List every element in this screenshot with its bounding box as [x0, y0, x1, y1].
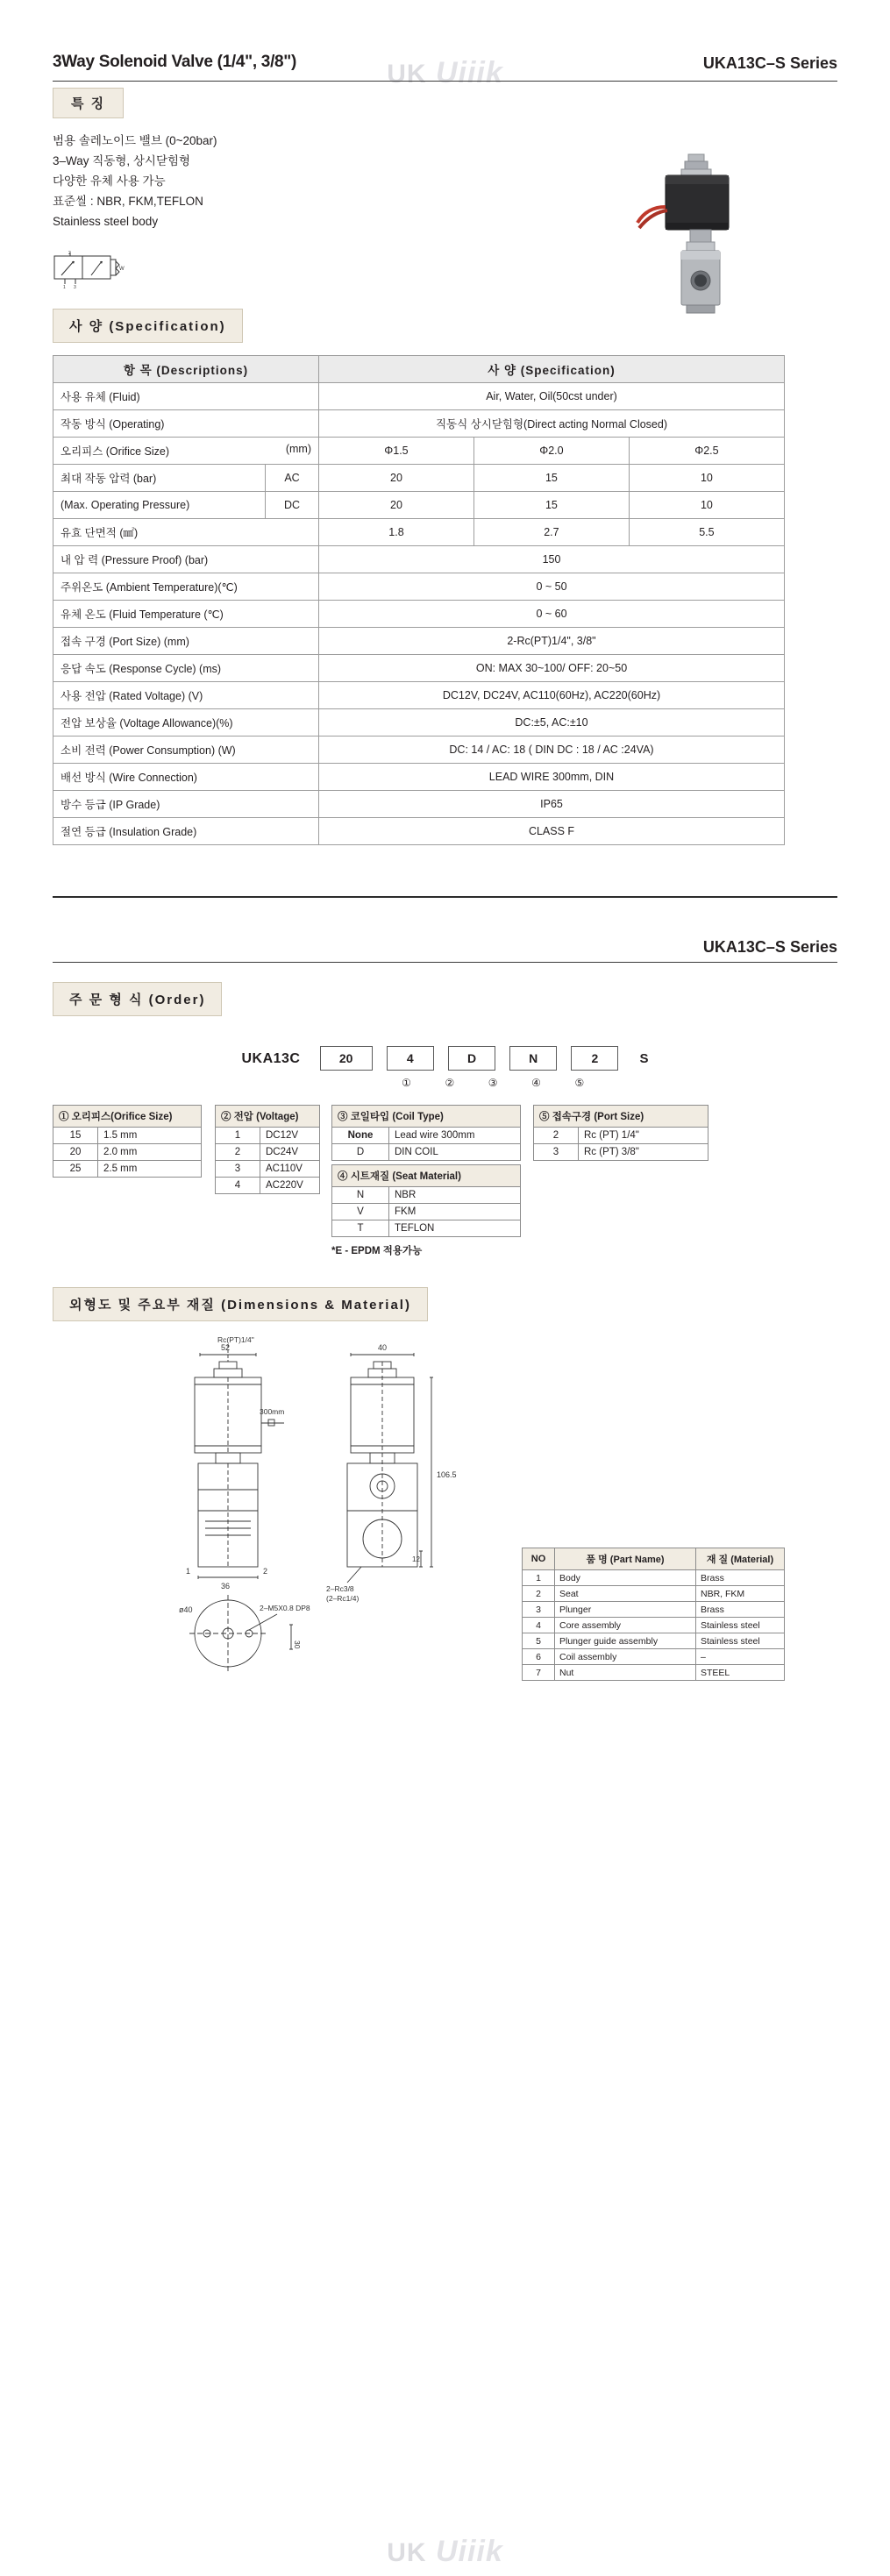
table-row — [53, 383, 785, 410]
table-row — [534, 1128, 708, 1144]
port-table — [533, 1105, 708, 1161]
spec-cell: 10 — [629, 465, 784, 492]
material-value: Stainless steel — [696, 1618, 785, 1633]
seat-code: T — [332, 1220, 389, 1237]
material-no: 3 — [523, 1602, 555, 1618]
spec-label — [53, 438, 319, 465]
voltage-value: AC220V — [260, 1178, 320, 1194]
orifice-code: 15 — [53, 1128, 98, 1144]
spec-cell: 20 — [319, 492, 474, 519]
material-name: Plunger guide assembly — [555, 1633, 696, 1649]
svg-text:52: 52 — [221, 1343, 231, 1352]
table-row — [332, 1106, 521, 1128]
material-name: Core assembly — [555, 1618, 696, 1633]
table-row — [332, 1128, 521, 1144]
material-value: Brass — [696, 1602, 785, 1618]
port-value: Rc (PT) 1/4" — [579, 1128, 708, 1144]
spec-label: 전압 보상율 (Voltage Allowance)(%) — [53, 709, 319, 737]
table-row — [216, 1178, 320, 1194]
table-row — [53, 737, 785, 764]
material-head-material: 재 질 (Material) — [696, 1548, 785, 1570]
table-row — [53, 573, 785, 601]
svg-text:30: 30 — [293, 1640, 302, 1649]
material-value: Brass — [696, 1570, 785, 1586]
seat-value: NBR — [389, 1187, 521, 1204]
order-circle-3: ③ — [488, 1077, 498, 1089]
voltage-code: 2 — [216, 1144, 260, 1161]
port-code: 2 — [534, 1128, 579, 1144]
orifice-value: 1.5 mm — [98, 1128, 202, 1144]
table-row — [53, 546, 785, 573]
order-box-coil[interactable]: D — [448, 1046, 495, 1071]
spec-label: 유체 온도 (Fluid Temperature (℃) — [53, 601, 319, 628]
seat-value: FKM — [389, 1204, 521, 1220]
table-row — [53, 1161, 202, 1178]
page-title-row — [53, 53, 837, 88]
spec-head-value: 사 양 (Specification) — [319, 356, 785, 383]
spec-cell: 1.8 — [319, 519, 474, 546]
spec-value: ON: MAX 30~100/ OFF: 20~50 — [319, 655, 785, 682]
spec-label: 사용 유체 (Fluid) — [53, 383, 319, 410]
table-row — [216, 1144, 320, 1161]
material-no: 4 — [523, 1618, 555, 1633]
series-label: UKA13C–S Series — [702, 54, 837, 72]
table-row — [53, 519, 785, 546]
spec-value: CLASS F — [319, 818, 785, 845]
spec-value: 2-Rc(PT)1/4", 3/8" — [319, 628, 785, 655]
section-order — [53, 938, 837, 1712]
title-divider — [53, 81, 837, 82]
svg-text:W: W — [119, 267, 125, 272]
spec-label: 사용 전압 (Rated Voltage) (V) — [53, 682, 319, 709]
svg-text:3: 3 — [74, 285, 76, 289]
feature-item: Stainless steel body — [53, 215, 159, 228]
spec-value: Air, Water, Oil(50cst under) — [319, 383, 785, 410]
dimensions-tag: 외형도 및 주요부 재질 (Dimensions & Material) — [53, 1287, 428, 1321]
watermark-top: UK Uiiik — [387, 56, 503, 89]
table-row — [53, 356, 785, 383]
material-value: – — [696, 1649, 785, 1665]
features-tag: 특 징 — [53, 88, 124, 118]
spec-cell: Φ1.5 — [319, 438, 474, 465]
spec-label: 유효 단면적 (㎟) — [53, 519, 319, 546]
section-specification — [0, 53, 890, 1712]
table-row — [53, 655, 785, 682]
table-row — [53, 601, 785, 628]
material-name: Body — [555, 1570, 696, 1586]
spec-label-text: 오리피스 (Orifice Size) — [61, 445, 170, 458]
table-row — [523, 1618, 785, 1633]
svg-text:2–Rc3/8: 2–Rc3/8 — [326, 1584, 354, 1593]
svg-text:1: 1 — [63, 285, 66, 289]
spec-value: 직동식 상시닫힘형(Direct acting Normal Closed) — [319, 410, 785, 438]
voltage-value: DC24V — [260, 1144, 320, 1161]
table-row — [523, 1586, 785, 1602]
svg-text:ø40: ø40 — [179, 1605, 193, 1614]
material-name: Coil assembly — [555, 1649, 696, 1665]
spec-value: DC:±5, AC:±10 — [319, 709, 785, 737]
port-head: ⑤ 접속구경 (Port Size) — [534, 1106, 708, 1128]
feature-item: 범용 솔레노이드 밸브 (0~20bar) — [53, 134, 217, 147]
voltage-code: 4 — [216, 1178, 260, 1194]
voltage-head: ② 전압 (Voltage) — [216, 1106, 320, 1128]
order-suffix: S — [639, 1051, 649, 1066]
orifice-table — [53, 1105, 202, 1178]
table-row — [523, 1570, 785, 1586]
table-row — [523, 1602, 785, 1618]
spec-label: 접속 구경 (Port Size) (mm) — [53, 628, 319, 655]
spec-label: 절연 등급 (Insulation Grade) — [53, 818, 319, 845]
svg-text:1: 1 — [186, 1567, 191, 1576]
spec-label: 방수 등급 (IP Grade) — [53, 791, 319, 818]
table-row — [53, 764, 785, 791]
svg-text:(2–Rc1/4): (2–Rc1/4) — [326, 1594, 360, 1603]
spec-label: 내 압 력 (Pressure Proof) (bar) — [53, 546, 319, 573]
svg-text:2–M5X0.8 DP8: 2–M5X0.8 DP8 — [260, 1604, 310, 1612]
coil-head: ③ 코일타입 (Coil Type) — [332, 1106, 521, 1128]
spec-head-desc: 항 목 (Descriptions) — [53, 356, 319, 383]
spec-label: 응답 속도 (Response Cycle) (ms) — [53, 655, 319, 682]
orifice-head: ① 오리피스(Orifice Size) — [53, 1106, 202, 1128]
spec-value: LEAD WIRE 300mm, DIN — [319, 764, 785, 791]
table-row — [53, 492, 785, 519]
voltage-code: 3 — [216, 1161, 260, 1178]
material-name: Plunger — [555, 1602, 696, 1618]
order-box-port[interactable]: 2 — [571, 1046, 618, 1071]
order-circle-4: ④ — [531, 1077, 541, 1089]
datasheet-page — [0, 53, 890, 2576]
material-value: STEEL — [696, 1665, 785, 1681]
spec-label: 소비 전력 (Power Consumption) (W) — [53, 737, 319, 764]
table-row — [53, 1128, 202, 1144]
spec-sub: DC — [266, 492, 319, 519]
spec-cell: 10 — [629, 492, 784, 519]
material-no: 2 — [523, 1586, 555, 1602]
seat-code: V — [332, 1204, 389, 1220]
order-circle-5: ⑤ — [574, 1077, 585, 1089]
spec-cell: 20 — [319, 465, 474, 492]
coil-code: None — [332, 1128, 389, 1144]
page-title: 3Way Solenoid Valve (1/4", 3/8") — [53, 53, 297, 71]
seat-note: *E - EPDM 적용가능 — [331, 1246, 423, 1256]
orifice-code: 20 — [53, 1144, 98, 1161]
table-row — [332, 1187, 521, 1204]
table-row — [534, 1106, 708, 1128]
page-separator — [53, 896, 837, 898]
order-circle-1: ① — [402, 1077, 411, 1089]
dimensions-drawing-area — [53, 1335, 837, 1712]
order-circle-row — [53, 1077, 837, 1089]
voltage-code: 1 — [216, 1128, 260, 1144]
order-tag-wrap — [53, 982, 837, 1016]
port-value: Rc (PT) 3/8" — [579, 1144, 708, 1161]
table-row — [332, 1144, 521, 1161]
orifice-value: 2.0 mm — [98, 1144, 202, 1161]
orifice-value: 2.5 mm — [98, 1161, 202, 1178]
order-box-voltage[interactable]: 4 — [387, 1046, 434, 1071]
table-row — [53, 709, 785, 737]
order-tag: 주 문 형 식 (Order) — [53, 982, 222, 1016]
svg-text:2: 2 — [68, 251, 71, 256]
table-row — [216, 1161, 320, 1178]
table-row — [53, 628, 785, 655]
table-row — [53, 1144, 202, 1161]
seat-head: ④ 시트재질 (Seat Material) — [332, 1165, 521, 1187]
order-box-orifice[interactable]: 20 — [320, 1046, 373, 1071]
order-model: UKA13C — [241, 1051, 301, 1066]
material-head-name: 품 명 (Part Name) — [555, 1548, 696, 1570]
table-row — [53, 465, 785, 492]
spec-label: 작동 방식 (Operating) — [53, 410, 319, 438]
spec-section — [53, 309, 837, 845]
svg-text:40: 40 — [378, 1343, 388, 1352]
feature-item: 표준씰 : NBR, FKM,TEFLON — [53, 195, 203, 208]
spec-value: 0 ~ 50 — [319, 573, 785, 601]
valve-symbol — [53, 251, 126, 288]
spec-value: 150 — [319, 546, 785, 573]
table-row — [216, 1128, 320, 1144]
spec-value: DC: 14 / AC: 18 ( DIN DC : 18 / AC :24VA) — [319, 737, 785, 764]
voltage-value: DC12V — [260, 1128, 320, 1144]
spec-cell: 5.5 — [629, 519, 784, 546]
spec-label: 배선 방식 (Wire Connection) — [53, 764, 319, 791]
table-row — [332, 1220, 521, 1237]
watermark-bottom: UK Uiiik — [387, 2535, 503, 2568]
svg-text:36: 36 — [221, 1582, 231, 1590]
coil-value: DIN COIL — [389, 1144, 521, 1161]
product-photo — [636, 149, 758, 311]
orifice-code: 25 — [53, 1161, 98, 1178]
voltage-table — [215, 1105, 320, 1194]
feature-item: 다양한 유체 사용 가능 — [53, 174, 166, 188]
order-options — [53, 1105, 837, 1264]
material-name: Nut — [555, 1665, 696, 1681]
table-row — [53, 682, 785, 709]
table-row — [332, 1204, 521, 1220]
order-circle-2: ② — [445, 1077, 455, 1089]
spec-table — [53, 355, 785, 845]
table-row — [216, 1106, 320, 1128]
seat-table — [331, 1164, 521, 1237]
table-row — [523, 1649, 785, 1665]
spec-sub: AC — [266, 465, 319, 492]
spec-cell: 2.7 — [473, 519, 629, 546]
dimensions-tag-wrap — [53, 1287, 837, 1321]
svg-text:2: 2 — [263, 1567, 268, 1576]
coil-table — [331, 1105, 521, 1161]
svg-text:106.5: 106.5 — [437, 1470, 457, 1479]
spec-cell: 15 — [473, 492, 629, 519]
section2-divider — [53, 962, 837, 963]
spec-value: DC12V, DC24V, AC110(60Hz), AC220(60Hz) — [319, 682, 785, 709]
spec-cell: 15 — [473, 465, 629, 492]
svg-text:300mm: 300mm — [260, 1407, 285, 1416]
table-row — [53, 818, 785, 845]
coil-code: D — [332, 1144, 389, 1161]
coil-value: Lead wire 300mm — [389, 1128, 521, 1144]
material-no: 7 — [523, 1665, 555, 1681]
spec-label: 주위온도 (Ambient Temperature)(℃) — [53, 573, 319, 601]
order-code-row — [53, 1046, 837, 1071]
seat-code: N — [332, 1187, 389, 1204]
table-row — [53, 791, 785, 818]
series-label-2: UKA13C–S Series — [702, 938, 837, 956]
table-row — [523, 1633, 785, 1649]
voltage-value: AC110V — [260, 1161, 320, 1178]
table-row — [523, 1548, 785, 1570]
table-row — [53, 1106, 202, 1128]
table-row — [523, 1665, 785, 1681]
spec-label: 최대 작동 압력 (bar) — [53, 465, 266, 492]
spec-tag: 사 양 (Specification) — [53, 309, 243, 343]
material-no: 1 — [523, 1570, 555, 1586]
material-no: 6 — [523, 1649, 555, 1665]
spec-value: 0 ~ 60 — [319, 601, 785, 628]
dimension-drawing — [88, 1335, 579, 1704]
material-value: NBR, FKM — [696, 1586, 785, 1602]
table-row — [53, 438, 785, 465]
spec-label: (Max. Operating Pressure) — [53, 492, 266, 519]
spec-label-unit: (mm) — [285, 443, 311, 455]
table-row — [53, 410, 785, 438]
material-no: 5 — [523, 1633, 555, 1649]
svg-text:Rc(PT)1/4": Rc(PT)1/4" — [217, 1335, 254, 1344]
material-name: Seat — [555, 1586, 696, 1602]
port-code: 3 — [534, 1144, 579, 1161]
spec-cell: Φ2.0 — [473, 438, 629, 465]
order-box-seat[interactable]: N — [509, 1046, 557, 1071]
spec-cell: Φ2.5 — [629, 438, 784, 465]
material-head-no: NO — [523, 1548, 555, 1570]
material-value: Stainless steel — [696, 1633, 785, 1649]
table-row — [332, 1165, 521, 1187]
spec-value: IP65 — [319, 791, 785, 818]
table-row — [534, 1144, 708, 1161]
feature-item: 3–Way 직동형, 상시닫힘형 — [53, 154, 191, 167]
material-table — [522, 1548, 785, 1681]
svg-text:12: 12 — [412, 1555, 420, 1563]
seat-value: TEFLON — [389, 1220, 521, 1237]
